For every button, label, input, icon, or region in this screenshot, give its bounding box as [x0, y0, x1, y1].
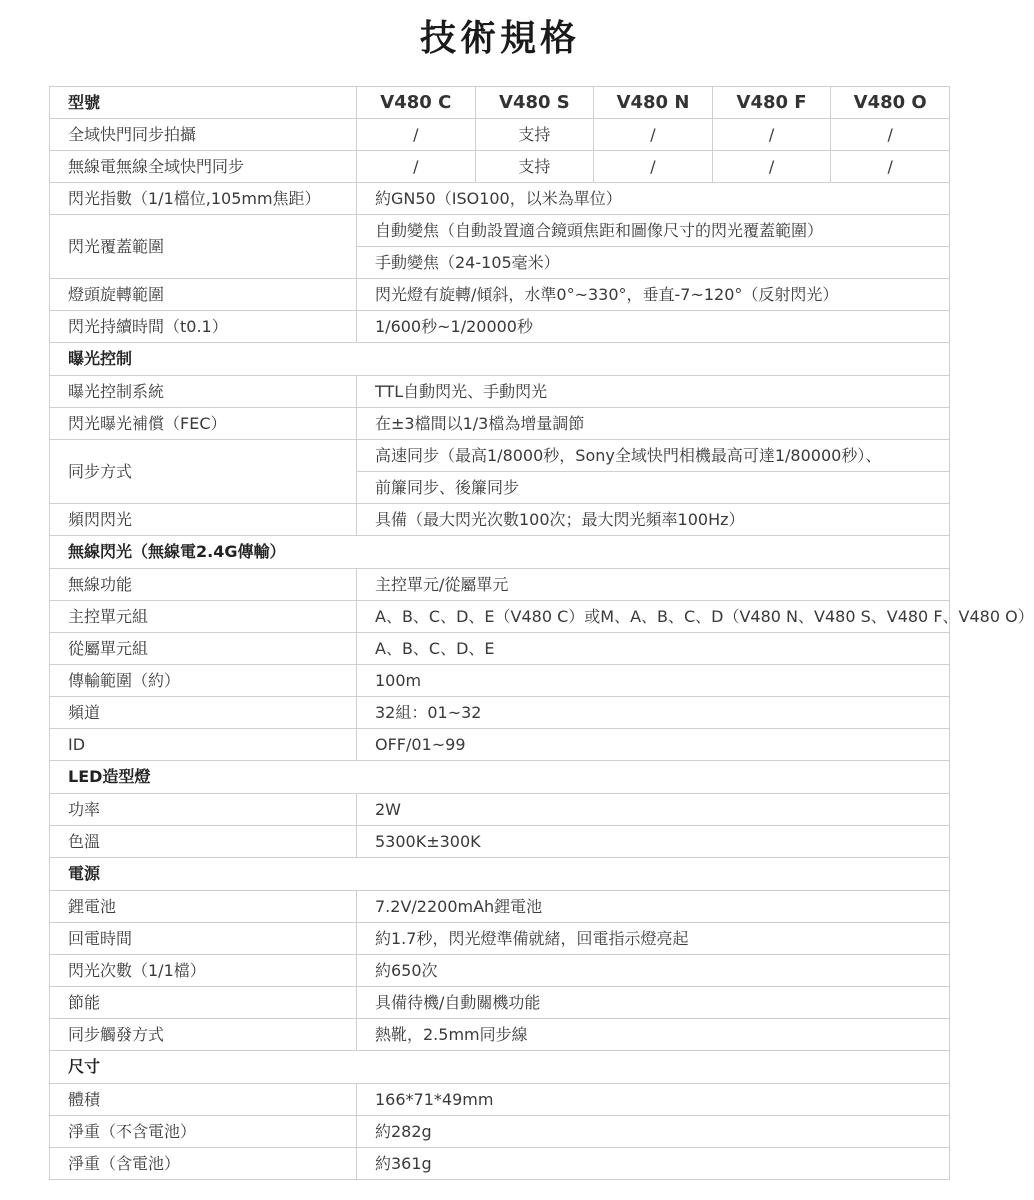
section-header-exposure: [50, 343, 950, 376]
spec-label: ID: [50, 729, 357, 761]
table-row: [50, 215, 950, 247]
spec-value: /: [594, 119, 713, 151]
spec-label: 閃光次數（1/1檔）: [50, 955, 357, 987]
section-header-size: [50, 1051, 950, 1084]
table-row: [50, 569, 950, 601]
table-row: [50, 1019, 950, 1051]
spec-value: /: [594, 151, 713, 183]
table-row: [50, 311, 950, 343]
table-row: [50, 955, 950, 987]
spec-label: 閃光指數（1/1檔位,105mm焦距）: [50, 183, 357, 215]
spec-value: 166*71*49mm: [357, 1084, 950, 1116]
spec-value: 約GN50（ISO100，以米為單位）: [357, 183, 950, 215]
spec-value: 2W: [357, 794, 950, 826]
section-title: LED造型燈: [50, 761, 950, 794]
spec-label: 色溫: [50, 826, 357, 858]
section-title: 曝光控制: [50, 343, 950, 376]
spec-label: 傳輸範圍（約）: [50, 665, 357, 697]
model-v480o: V480 O: [831, 87, 950, 119]
table-row: [50, 697, 950, 729]
spec-value: 前簾同步、後簾同步: [357, 472, 950, 504]
spec-label: 功率: [50, 794, 357, 826]
spec-value: 自動變焦（自動設置適合鏡頭焦距和圖像尺寸的閃光覆蓋範圍）: [357, 215, 950, 247]
table-row: [50, 376, 950, 408]
table-row: [50, 826, 950, 858]
table-row: [50, 183, 950, 215]
spec-label: 閃光覆蓋範圍: [50, 215, 357, 279]
table-row: [50, 601, 950, 633]
model-v480f: V480 F: [712, 87, 831, 119]
spec-table: [49, 86, 1034, 1180]
model-v480n: V480 N: [594, 87, 713, 119]
table-row: [50, 279, 950, 311]
table-row: [50, 729, 950, 761]
spec-value: 約1.7秒，閃光燈準備就緒，回電指示燈亮起: [357, 923, 950, 955]
spec-label: 同步方式: [50, 440, 357, 504]
spec-label: 回電時間: [50, 923, 357, 955]
table-row: [50, 923, 950, 955]
page-title: 技術規格: [419, 18, 580, 59]
spec-label: 頻閃閃光: [50, 504, 357, 536]
spec-label: 主控單元組: [50, 601, 357, 633]
spec-label: 曝光控制系統: [50, 376, 357, 408]
table-row: [50, 1148, 950, 1180]
spec-value: /: [357, 119, 476, 151]
section-header-power: [50, 858, 950, 891]
spec-value: A、B、C、D、E（V480 C）或M、A、B、C、D（V480 N、V480 S、V480 F、V480 O）: [357, 601, 950, 633]
section-title: 無線閃光（無線電2.4G傳輸）: [50, 536, 950, 569]
spec-label: 燈頭旋轉範圍: [50, 279, 357, 311]
spec-value: 100m: [357, 665, 950, 697]
spec-value: 32組：01~32: [357, 697, 950, 729]
spec-label: 閃光持續時間（t0.1）: [50, 311, 357, 343]
spec-value: 閃光燈有旋轉/傾斜，水準0°~330°，垂直-7~120°（反射閃光）: [357, 279, 950, 311]
spec-label: 頻道: [50, 697, 357, 729]
table-row: [50, 151, 950, 183]
spec-value: 支持: [475, 151, 594, 183]
model-header-row: [50, 87, 950, 119]
table-row: [50, 119, 950, 151]
table-row: [50, 987, 950, 1019]
table-row: [50, 1116, 950, 1148]
spec-label: 淨重（不含電池）: [50, 1116, 357, 1148]
spec-value: 約361g: [357, 1148, 950, 1180]
table-row: [50, 665, 950, 697]
spec-label: 節能: [50, 987, 357, 1019]
spec-value: 支持: [475, 119, 594, 151]
spec-label: 淨重（含電池）: [50, 1148, 357, 1180]
model-v480c: V480 C: [357, 87, 476, 119]
spec-value: 在±3檔間以1/3檔為增量調節: [357, 408, 950, 440]
table-row: [50, 408, 950, 440]
section-header-led: [50, 761, 950, 794]
spec-value: 5300K±300K: [357, 826, 950, 858]
spec-value: /: [712, 151, 831, 183]
spec-value: 熱靴，2.5mm同步線: [357, 1019, 950, 1051]
spec-value: 具備（最大閃光次數100次；最大閃光頻率100Hz）: [357, 504, 950, 536]
table-row: [50, 504, 950, 536]
spec-value: 主控單元/從屬單元: [357, 569, 950, 601]
spec-value: 約650次: [357, 955, 950, 987]
spec-label: 無線功能: [50, 569, 357, 601]
section-header-wireless: [50, 536, 950, 569]
spec-label: 從屬單元組: [50, 633, 357, 665]
table-row: [50, 891, 950, 923]
spec-value: A、B、C、D、E: [357, 633, 950, 665]
spec-label: 無線電無線全域快門同步: [50, 151, 357, 183]
table-row: [50, 440, 950, 472]
spec-value: 具備待機/自動關機功能: [357, 987, 950, 1019]
model-v480s: V480 S: [475, 87, 594, 119]
spec-label: 體積: [50, 1084, 357, 1116]
table-row: [50, 1084, 950, 1116]
section-title: 電源: [50, 858, 950, 891]
spec-label: 全域快門同步拍攝: [50, 119, 357, 151]
spec-value: /: [712, 119, 831, 151]
spec-value: /: [831, 119, 950, 151]
spec-value: 1/600秒~1/20000秒: [357, 311, 950, 343]
spec-value: /: [357, 151, 476, 183]
spec-value: 高速同步（最高1/8000秒，Sony全域快門相機最高可達1/80000秒）、: [357, 440, 950, 472]
spec-value: OFF/01~99: [357, 729, 950, 761]
model-header-label: 型號: [50, 87, 357, 119]
table-row: [50, 794, 950, 826]
table-row: [50, 633, 950, 665]
spec-value: TTL自動閃光、手動閃光: [357, 376, 950, 408]
spec-label: 鋰電池: [50, 891, 357, 923]
spec-value: 7.2V/2200mAh鋰電池: [357, 891, 950, 923]
spec-value: /: [831, 151, 950, 183]
spec-value: 約282g: [357, 1116, 950, 1148]
spec-value: 手動變焦（24-105毫米）: [357, 247, 950, 279]
spec-label: 同步觸發方式: [50, 1019, 357, 1051]
section-title: 尺寸: [50, 1051, 950, 1084]
spec-label: 閃光曝光補償（FEC）: [50, 408, 357, 440]
